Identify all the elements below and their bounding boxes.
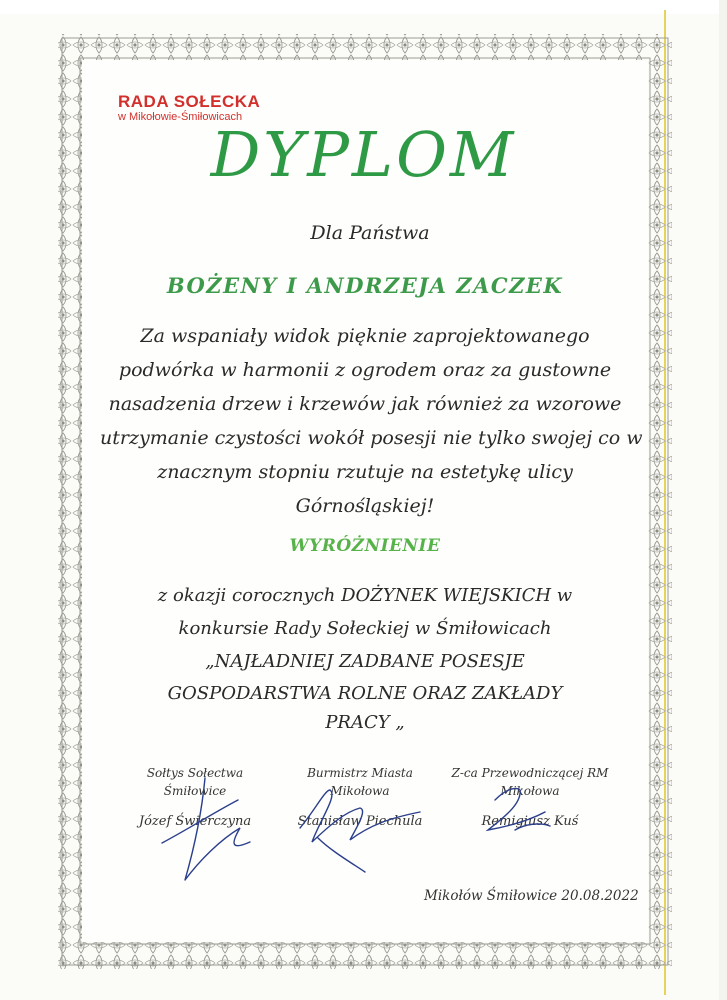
occasion-line: z okazji corocznych DOŻYNEK WIEJSKICH w <box>157 585 573 606</box>
stamp-title: RADA SOŁECKA <box>118 92 261 111</box>
body-line: podwórka w harmonii z ogrodem oraz za gustowne <box>118 359 612 381</box>
signatory-role: Burmistrz Miasta <box>307 766 413 780</box>
occasion-line: GOSPODARSTWA ROLNE ORAZ ZAKŁADY <box>167 683 563 704</box>
signature-3 <box>488 788 550 830</box>
signatory-role-place: Śmiłowice <box>163 784 227 798</box>
signature-1 <box>162 778 250 880</box>
body-line: nasadzenia drzew i krzewów jak również za wzorowe <box>108 393 622 415</box>
body-line: utrzymanie czystości wokół posesji nie tylko swojej co w <box>100 427 643 449</box>
signatory-role: Sołtys Sołectwa <box>146 766 244 780</box>
signatory-name: Stanisław Piechula <box>297 814 423 829</box>
occasion-line: PRACY „ <box>325 712 405 733</box>
signature-2 <box>300 790 420 872</box>
signatory-name: Remigiusz Kuś <box>481 814 579 829</box>
occasion-line: „NAJŁADNIEJ ZADBANE POSESJE <box>205 651 525 672</box>
signatory-role-place: Mikołowa <box>330 784 390 798</box>
body-line: znacznym stopniu rzutuje na estetykę ulicy <box>157 461 573 483</box>
occasion-line: konkursie Rady Sołeckiej w Śmiłowicach <box>178 618 552 639</box>
stamp-subtitle: w Mikołowie-Śmiłowicach <box>118 111 243 123</box>
award-title: WYRÓŻNIENIE <box>289 536 441 556</box>
diploma-title: DYPLOM <box>210 118 517 191</box>
signatory-role-place: Mikołowa <box>500 784 560 798</box>
signatory-role: Z-ca Przewodniczącej RM <box>451 766 609 780</box>
body-line: Za wspaniały widok pięknie zaprojektowanego <box>140 325 590 347</box>
body-line: Górnośląskiej! <box>295 495 435 517</box>
recipient-intro: Dla Państwa <box>310 222 430 244</box>
signatory-name: Józef Świerczyna <box>138 814 252 829</box>
recipient-names: BOŻENY I ANDRZEJA ZACZEK <box>166 273 564 298</box>
place-and-date: Mikołów Śmiłowice 20.08.2022 <box>424 888 639 904</box>
